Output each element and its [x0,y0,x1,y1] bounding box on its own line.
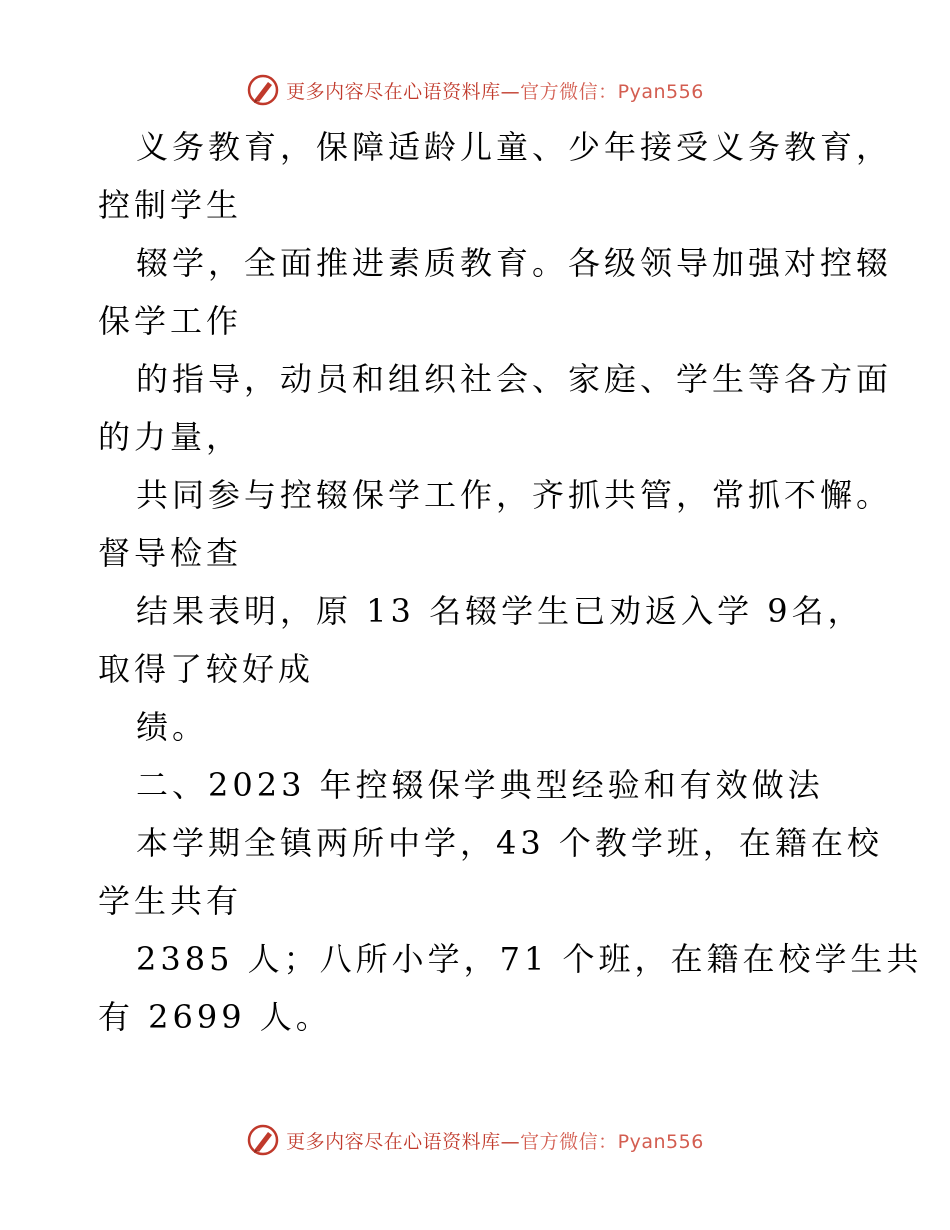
pen-logo-icon [246,73,280,107]
text-line: 绩。 [136,708,209,746]
text-line: 辍学，全面推进素质教育。各级领导加强对控辍 [136,244,893,282]
banner-site-text: 更多内容尽在心语资料库 [286,80,501,103]
header-banner [0,70,950,110]
text-line: 控制学生 [98,186,243,224]
text-line: 义务教育，保障适龄儿童、少年接受义务教育， [136,128,893,166]
text-line: 本学期全镇两所中学，43 个教学班，在籍在校 [136,824,883,862]
text-line: 督导检查 [98,534,243,572]
section-heading: 二、2023 年控辍保学典型经验和有效做法 [136,766,824,804]
text-line: 的指导，动员和组织社会、家庭、学生等各方面 [136,360,893,398]
text-line: 结果表明，原 13 名辍学生已劝返入学 9名， [136,592,864,630]
text-line: 共同参与控辍保学工作，齐抓共管，常抓不懈。 [136,476,893,514]
footer-banner [0,1120,950,1160]
banner-site-text: 更多内容尽在心语资料库 [286,1130,501,1153]
pen-logo-icon [246,1123,280,1157]
text-line: 的力量， [98,418,243,456]
text-line: 取得了较好成 [98,650,315,688]
banner-text [286,1127,704,1154]
banner-dash: — [500,1130,521,1153]
document-body [98,118,923,1046]
banner-text [286,77,704,104]
text-line: 保学工作 [98,302,243,340]
banner-dash: — [500,80,521,103]
text-line: 有 2699 人。 [98,998,332,1036]
text-line: 学生共有 [98,882,243,920]
text-line: 2385 人；八所小学，71 个班，在籍在校学生共 [136,940,923,978]
banner-wechat-text: 官方微信：Pyan556 [520,80,704,103]
banner-wechat-text: 官方微信：Pyan556 [520,1130,704,1153]
